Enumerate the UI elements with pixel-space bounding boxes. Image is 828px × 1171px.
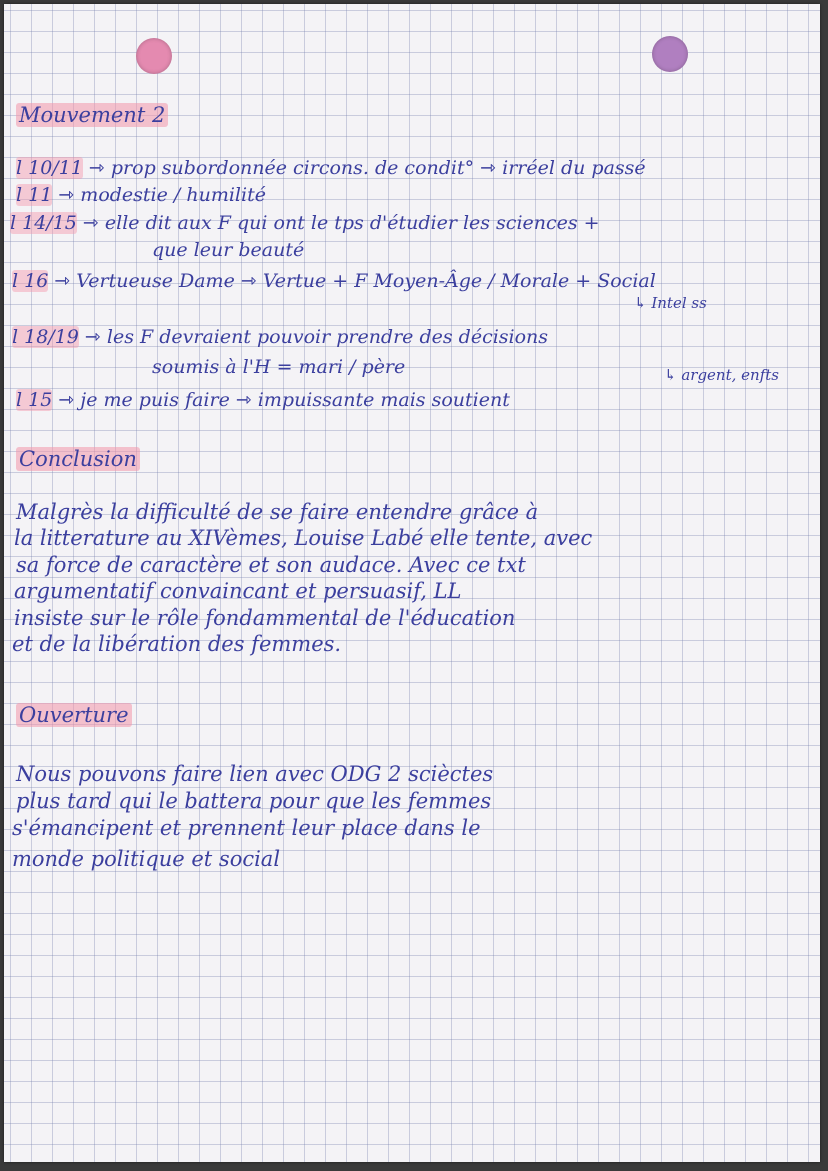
note-line: l 14/15 ⇾ elle dit aux F qui ont le tps d'étudier les sciences + bbox=[10, 212, 600, 234]
conclusion-line: et de la libération des femmes. bbox=[12, 632, 342, 656]
ouverture-line: Nous pouvons faire lien avec ODG 2 scièctes bbox=[16, 762, 494, 786]
notebook-page bbox=[4, 4, 820, 1162]
note-annotation: ↳ argent, enfts bbox=[664, 366, 779, 384]
ouverture-line: plus tard qui le battera pour que les femmes bbox=[16, 789, 492, 813]
conclusion-line: sa force de caractère et son audace. Avec ce txt bbox=[16, 553, 526, 577]
note-line-continuation: soumis à l'H = mari / père bbox=[152, 356, 406, 378]
note-line: l 10/11 ⇾ prop subordonnée circons. de condit° ⇾ irréel du passé bbox=[16, 157, 646, 179]
section-heading-mouvement: Mouvement 2 bbox=[16, 104, 168, 126]
conclusion-line: insiste sur le rôle fondammental de l'éducation bbox=[14, 606, 516, 630]
ouverture-line: monde politique et social bbox=[12, 847, 281, 871]
note-line: l 18/19 ⇾ les F devraient pouvoir prendre des décisions bbox=[12, 326, 549, 348]
punch-hole-left bbox=[136, 38, 172, 74]
section-heading-conclusion: Conclusion bbox=[16, 448, 140, 470]
ouverture-line: s'émancipent et prennent leur place dans le bbox=[12, 816, 481, 840]
section-heading-ouverture: Ouverture bbox=[16, 704, 132, 726]
conclusion-line: argumentatif convaincant et persuasif, LL bbox=[14, 579, 462, 603]
note-line: l 15 ⇾ je me puis faire ⇾ impuissante mais soutient bbox=[16, 389, 510, 411]
conclusion-line: la litterature au XIVèmes, Louise Labé elle tente, avec bbox=[14, 526, 593, 550]
note-annotation: ↳ Intel ss bbox=[634, 294, 707, 312]
note-line-continuation: que leur beauté bbox=[152, 239, 305, 261]
punch-hole-right bbox=[652, 36, 688, 72]
note-line: l 11 ⇾ modestie / humilité bbox=[16, 184, 266, 206]
note-line: l 16 ⇾ Vertueuse Dame ⇾ Vertue + F Moyen-Âge / Morale + Social bbox=[12, 270, 656, 292]
conclusion-line: Malgrès la difficulté de se faire entendre grâce à bbox=[16, 500, 539, 524]
